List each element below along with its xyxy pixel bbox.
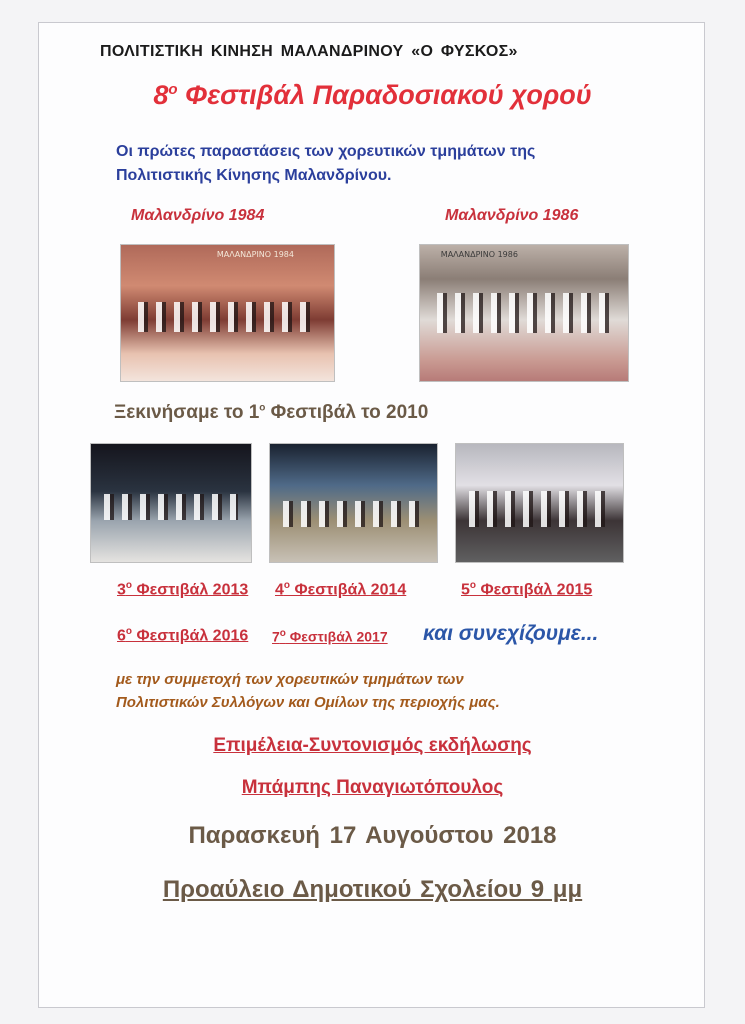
dancers-row [138, 302, 317, 332]
dancers-row [469, 491, 609, 526]
festival-title [0, 80, 745, 111]
photo-caption-1984: Μαλανδρίνο 1984 [131, 207, 265, 224]
stage-banner-1986: ΜΑΛΑΝΔΡΙΝΟ 1986 [440, 250, 518, 260]
photo-1984-stage [120, 244, 335, 382]
event-date: Παρασκευή 17 Αυγούστου 2018 [188, 822, 557, 849]
intro-text [116, 140, 535, 188]
photo-1986-stage [419, 244, 629, 382]
start-text-post: Φεστιβάλ το 2010 [265, 402, 429, 423]
festival-text: Φεστιβάλ 2015 [476, 581, 593, 599]
festival-ordinal: ο [125, 580, 133, 591]
start-text-pre: Ξεκινήσαμε το 1 [114, 402, 260, 423]
event-venue: Προαύλειο Δημοτικού Σχολείου 9 μμ [162, 876, 583, 903]
intro-line-2: Πολιτιστικής Κίνησης Μαλανδρίνου. [116, 167, 392, 184]
festival-2017-label [272, 628, 388, 645]
festival-text: Φεστιβάλ 2017 [285, 628, 388, 645]
festival-text: Φεστιβάλ 2013 [132, 581, 249, 599]
festival-ordinal: ο [279, 628, 286, 639]
festival-text: Φεστιβάλ 2014 [290, 581, 407, 599]
coordination-label: Επιμέλεια-Συντονισμός εκδήλωσης [213, 735, 532, 756]
festival-2013-label [117, 580, 248, 599]
festival-number: 7 [272, 628, 280, 645]
dancers-row [104, 494, 238, 520]
festival-ordinal: ο [469, 580, 477, 591]
participation-line-2: Πολιτιστικών Συλλόγων και Ομίλων της περιοχής μας. [116, 694, 500, 711]
festival-number: 5 [461, 581, 470, 599]
festival-number: 3 [117, 581, 126, 599]
intro-line-1: Οι πρώτες παραστάσεις των χορευτικών τμημάτων της [116, 143, 536, 160]
photo-caption-1986: Μαλανδρίνο 1986 [445, 207, 579, 224]
festival-ordinal: ο [125, 626, 133, 637]
festival-ordinal: ο [283, 580, 291, 591]
dancers-row [283, 501, 423, 527]
festival-number: 6 [117, 627, 126, 645]
start-ordinal: ο [259, 402, 266, 414]
festival-2016-label [117, 626, 248, 645]
continue-text: και συνεχίζουμε... [423, 622, 599, 645]
photo-festival-2015 [455, 443, 624, 563]
coordinator-name: Μπάμπης Παναγιωτόπουλος [241, 777, 504, 798]
title-ordinal: ο [168, 81, 178, 98]
participation-text [116, 668, 500, 714]
first-festival-text [114, 402, 428, 424]
festival-2015-label [461, 580, 592, 599]
photo-festival-2014 [269, 443, 438, 563]
stage-banner-1984: ΜΑΛΑΝΔΡΙΝΟ 1984 [216, 250, 294, 260]
title-text: Φεστιβάλ Παραδοσιακού χορού [177, 80, 592, 110]
festival-text: Φεστιβάλ 2016 [132, 627, 249, 645]
dancers-row [437, 293, 612, 334]
festival-2014-label [275, 580, 406, 599]
photo-festival-2013 [90, 443, 252, 563]
festival-number: 4 [275, 581, 284, 599]
title-number: 8 [153, 80, 169, 110]
organization-name: ΠΟΛΙΤΙΣΤΙΚΗ ΚΙΝΗΣΗ ΜΑΛΑΝΔΡΙΝΟΥ «Ο ΦΥΣΚΟΣ» [100, 43, 518, 60]
participation-line-1: με την συμμετοχή των χορευτικών τμημάτων των [116, 671, 464, 688]
